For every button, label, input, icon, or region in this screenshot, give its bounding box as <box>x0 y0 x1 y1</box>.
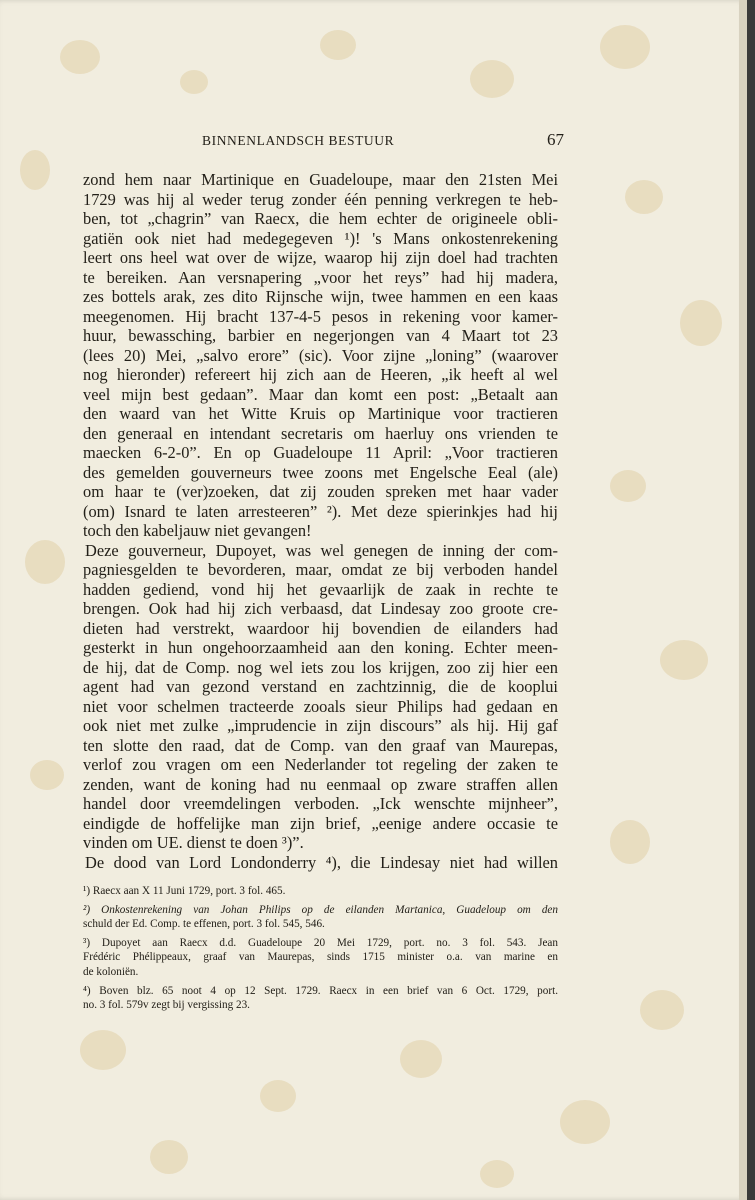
text-line: huur, bewassching, barbier en negerjongen van 4 Maart tot 23 <box>83 326 558 345</box>
text-line: hadden gediend, vond hij het gevaarlijk de zaak in rechte te <box>83 579 558 599</box>
text-line: dieten had verstrekt, waardoor hij bovendien de eilanders had <box>83 618 558 638</box>
foxing-stain <box>480 1160 514 1188</box>
footnote-line: ²) Onkostenrekening van Johan Philips op de eilanden Martanica, Guadeloup om den <box>83 903 558 916</box>
text-line: om haar te (ver)zoeken, dat zij zouden spreken met haar vader <box>83 482 558 501</box>
text-line: De dood van Lord Londonderry ⁴), die Lindesay niet had willen <box>85 852 558 872</box>
foxing-stain <box>60 40 100 74</box>
text-line: zenden, want de koning had nu eenmaal op zware straffen allen <box>83 774 558 794</box>
text-line: handel door vreemdelingen verboden. „Ick wenschte mijnheer”, <box>83 794 558 813</box>
foxing-stain <box>30 760 64 790</box>
foxing-stain <box>150 1140 188 1174</box>
foxing-stain <box>600 25 650 69</box>
foxing-stain <box>25 540 65 584</box>
footnote-line: Frédéric Phélippeaux, graaf van Maurepas, sinds 1715 minister o.a. van marine en <box>83 951 558 964</box>
footnote-line: ¹) Raecx aan X 11 Juni 1729, port. 3 fol. 465. <box>83 885 286 897</box>
footnote-1 <box>83 884 558 899</box>
text-line: den waard van het Witte Kruis op Martinique voor tractieren <box>83 404 558 423</box>
footnote-line: de koloniën. <box>83 965 139 978</box>
foxing-stain <box>20 150 50 190</box>
text-line: ben, tot „chagrin” van Raecx, die hem echter de origineele obli- <box>83 209 558 228</box>
text-line: agent had van gezond verstand en zachtzinnig, die de kooplui <box>83 677 558 696</box>
foxing-stain <box>80 1030 126 1070</box>
footnote-line: schuld der Ed. Comp. te effenen, port. 3 fol. 545, 546. <box>83 918 325 931</box>
text-line: zes bottels arak, zes dito Rijnsche wijn, twee hammen en een kaas <box>83 287 558 306</box>
text-line: 1729 was hij al weder terug zonder één penning verkregen te heb- <box>83 189 558 209</box>
foxing-stain <box>660 640 708 680</box>
footnote-4 <box>83 984 558 1013</box>
text-line: (lees 20) Mei, „salvo erore” (sic). Voor zijne „loning” (waarover <box>83 345 558 365</box>
foxing-stain <box>260 1080 296 1112</box>
text-line: toch den kabeljauw niet gevangen! <box>83 521 312 540</box>
foxing-stain <box>470 60 514 98</box>
text-line: leert ons heel wat over de wijze, waarop hij zijn doel had trachten <box>83 248 558 267</box>
text-line: brengen. Ook had hij zich verbaasd, dat Lindesay zoo groote cre- <box>83 599 558 618</box>
body-text <box>83 170 558 872</box>
text-line: niet voor schelmen tracteerde zooals sieur Philips had gedaan en <box>83 696 558 716</box>
text-line: gesterkt in hun ongehoorzaamheid aan den koning. Echter meen- <box>83 638 558 657</box>
footnote-line: no. 3 fol. 579v zegt bij vergissing 23. <box>83 999 250 1012</box>
foxing-stain <box>320 30 356 60</box>
running-title: BINNENLANDSCH BESTUUR <box>202 133 395 148</box>
text-line: verlof zou vragen om een Nederlander tot regeling der zaken te <box>83 755 558 774</box>
text-line: vinden om UE. dienst te doen ³)”. <box>83 833 304 852</box>
text-line: meegenomen. Hij bracht 137-4-5 pesos in rekening voor kamer- <box>83 306 558 326</box>
text-line: eindigde de hoffelijke man zijn brief, „eenige andere occasie te <box>83 813 558 833</box>
text-line: veel mijn best gedaan”. Maar dan komt een post: „Betaalt aan <box>83 384 558 404</box>
text-line: den generaal en intendant secretaris om haerluy ons vrienden te <box>83 423 558 443</box>
text-line: Deze gouverneur, Dupoyet, was wel genegen de inning der com- <box>85 540 558 560</box>
foxing-stain <box>625 180 663 214</box>
foxing-stain <box>680 300 722 346</box>
text-line: maecken 6-2-0”. En op Guadeloupe 11 April: „Voor tractieren <box>83 443 558 462</box>
page-edge <box>739 0 747 1200</box>
text-line: pagniesgelden te bevorderen, maar, omdat ze bij verboden handel <box>83 560 558 579</box>
text-line: ten slotte den raad, dat de Comp. van den graaf van Maurepas, <box>83 735 558 755</box>
text-line: de hij, dat de Comp. nog wel iets zou los krijgen, zoo zij hier een <box>83 657 558 677</box>
page-number: 67 <box>547 130 564 149</box>
footnote-3 <box>83 936 558 980</box>
text-line: ook niet met zulke „imprudencie in zijn discours” als hij. Hij gaf <box>83 716 558 735</box>
footnote-2 <box>83 903 558 932</box>
text-line: (om) Isnard te laten arresteeren” ²). Met deze spierinkjes had hij <box>83 501 558 521</box>
foxing-stain <box>400 1040 442 1078</box>
footnotes <box>83 884 558 1013</box>
foxing-stain <box>610 820 650 864</box>
text-line: gatiën ook niet had medegegeven ¹)! 's Mans onkostenrekening <box>83 228 558 248</box>
foxing-stain <box>640 990 684 1030</box>
text-line: nog hieronder) refereert hij zich aan de Heeren, „ik heeft al wel <box>83 365 558 384</box>
foxing-stain <box>560 1100 610 1144</box>
foxing-stain <box>180 70 208 94</box>
footnote-line: ⁴) Boven blz. 65 noot 4 op 12 Sept. 1729. Raecx in een brief van 6 Oct. 1729, port. <box>83 984 558 997</box>
footnote-line: ³) Dupoyet aan Raecx d.d. Guadeloupe 20 Mei 1729, port. no. 3 fol. 543. Jean <box>83 936 558 949</box>
text-line: des gemelden gouverneurs twee zoons met Engelsche Eeal (ale) <box>83 462 558 482</box>
foxing-stain <box>610 470 646 502</box>
text-line: te bereiken. Aan versnapering „voor het reys” had hij madera, <box>83 267 558 287</box>
page-header <box>202 131 564 151</box>
text-line: zond hem naar Martinique en Guadeloupe, maar den 21sten Mei <box>83 170 558 189</box>
